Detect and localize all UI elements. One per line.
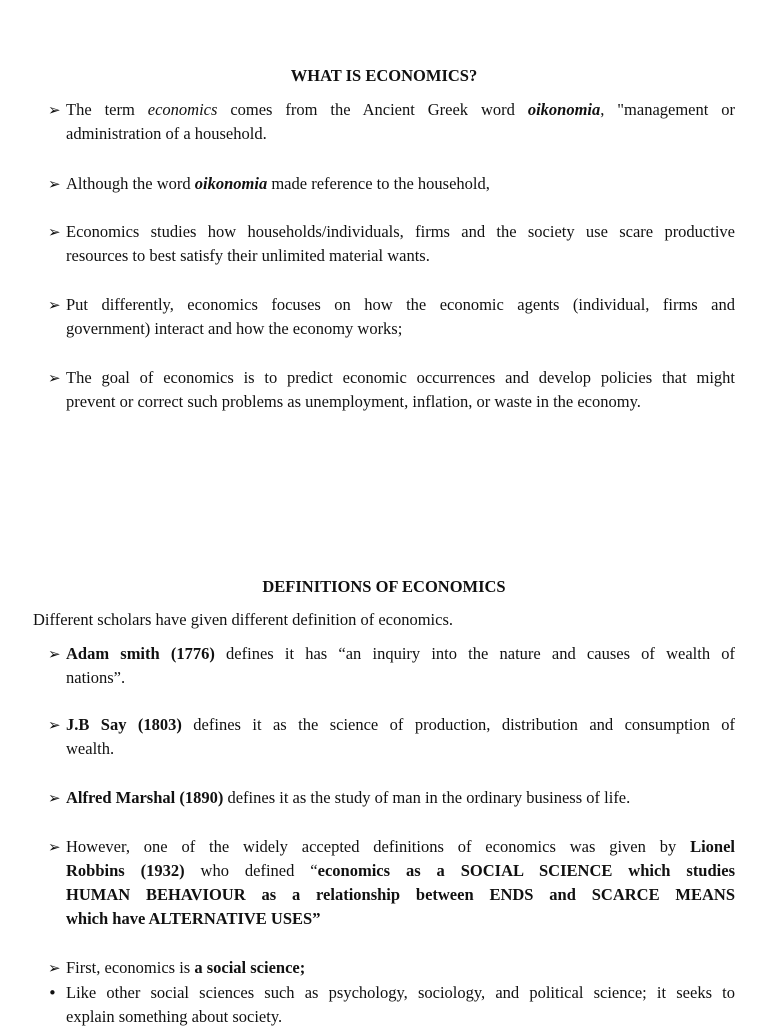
- s2-item-4-text: [66, 956, 735, 980]
- heading-definitions-of-economics: DEFINITIONS OF ECONOMICS: [262, 577, 506, 596]
- text-run: However, one of the widely accepted definitions of economics was given by: [66, 837, 691, 856]
- text-line: [66, 981, 735, 1005]
- text-run: economics: [147, 100, 218, 119]
- heading-what-is-economics: WHAT IS ECONOMICS?: [290, 66, 478, 85]
- text-run: First, economics is: [66, 958, 195, 977]
- s2-item-1-text: [66, 713, 735, 761]
- text-run: which have ALTERNATIVE USES”: [66, 909, 321, 928]
- text-run: Although the word: [66, 174, 195, 193]
- arrow-bullet-icon: ➢: [48, 223, 61, 241]
- arrow-bullet-icon: ➢: [48, 716, 61, 734]
- text-run: J.B Say (1803): [66, 715, 182, 734]
- arrow-bullet-icon: ➢: [48, 369, 61, 387]
- s1-item: [48, 172, 735, 196]
- text-run: Robbins (1932): [66, 861, 185, 880]
- text-line: [66, 642, 735, 666]
- s1-item: [48, 293, 735, 341]
- arrow-bullet-icon: ➢: [48, 789, 61, 807]
- text-line: [66, 390, 735, 414]
- text-line: [66, 666, 735, 690]
- s2-dot-item-text: [66, 981, 735, 1029]
- text-run: a social science;: [194, 958, 306, 977]
- text-line: [66, 244, 735, 268]
- s1-item-0-text: [66, 98, 735, 146]
- s1-item-2-text: [66, 220, 735, 268]
- s2-item-3-text: [66, 835, 735, 931]
- s1-item-4-text: [66, 366, 735, 414]
- arrow-bullet-icon: ➢: [48, 838, 61, 856]
- text-line: [66, 1005, 735, 1029]
- text-line: [66, 786, 735, 810]
- s2-item: [48, 786, 735, 810]
- text-run: economics as a SOCIAL SCIENCE which studies: [317, 861, 735, 880]
- s1-item: [48, 366, 735, 414]
- text-run: Adam smith (1776): [66, 644, 215, 663]
- s2-item: [48, 956, 735, 980]
- arrow-bullet-icon: ➢: [48, 101, 61, 119]
- text-line: [66, 122, 735, 146]
- text-line: [66, 220, 735, 244]
- text-line: [66, 737, 735, 761]
- text-run: HUMAN BEHAVIOUR as a relationship between ENDS and SCARCE MEANS: [66, 885, 735, 904]
- s1-item-1-text: [66, 172, 735, 196]
- text-run: comes from the Ancient Greek word: [217, 100, 528, 119]
- text-run: administration of a household.: [66, 124, 267, 143]
- text-run: who defined “: [184, 861, 318, 880]
- arrow-bullet-icon: ➢: [48, 175, 61, 193]
- s2-item: [48, 835, 735, 931]
- text-run: Lionel: [690, 837, 735, 856]
- arrow-bullet-icon: ➢: [48, 959, 61, 977]
- arrow-bullet-icon: ➢: [48, 296, 61, 314]
- dot-bullet-icon: •: [48, 984, 57, 1002]
- text-run: prevent or correct such problems as unemployment, inflation, or waste in the economy.: [66, 392, 641, 411]
- text-run: wealth.: [66, 739, 115, 758]
- arrow-bullet-icon: ➢: [48, 645, 61, 663]
- s2-item: [48, 642, 735, 690]
- text-run: nations”.: [66, 668, 126, 687]
- text-run: resources to best satisfy their unlimited material wants.: [66, 246, 430, 265]
- text-run: made reference to the household,: [267, 174, 490, 193]
- text-run: The term: [66, 100, 148, 119]
- text-line: [66, 172, 735, 196]
- text-line: [66, 907, 735, 931]
- text-run: defines it has “an inquiry into the nature and causes of wealth of: [214, 644, 736, 663]
- text-line: [66, 98, 735, 122]
- text-run: , "management or: [600, 100, 736, 119]
- text-line: [66, 293, 735, 317]
- s2-item-2-text: [66, 786, 735, 810]
- text-run: government) interact and how the economy works;: [66, 319, 403, 338]
- text-line: [66, 883, 735, 907]
- text-line: [66, 835, 735, 859]
- text-line: [66, 956, 735, 980]
- s2-item: [48, 713, 735, 761]
- text-run: defines it as the study of man in the ordinary business of life.: [223, 788, 631, 807]
- text-line: [66, 366, 735, 390]
- text-run: defines it as the science of production, distribution and consumption of: [181, 715, 736, 734]
- text-run: explain something about society.: [66, 1007, 283, 1026]
- s1-item-3-text: [66, 293, 735, 341]
- text-run: Economics studies how households/individuals, firms and the society use scare productive: [66, 222, 735, 241]
- text-run: Put differently, economics focuses on how the economic agents (individual, firms and: [66, 295, 735, 314]
- s1-item: [48, 220, 735, 268]
- text-run: Alfred Marshal (1890): [66, 788, 224, 807]
- text-line: [66, 317, 735, 341]
- s2-item-0-text: [66, 642, 735, 690]
- s2-dot-item: [48, 981, 735, 1029]
- text-run: Like other social sciences such as psychology, sociology, and political science; it seeks to: [66, 983, 735, 1002]
- text-line: [66, 713, 735, 737]
- definitions-intro: Different scholars have given different definition of economics.: [33, 610, 454, 629]
- text-run: The goal of economics is to predict economic occurrences and develop policies that might: [66, 368, 735, 387]
- s1-item: [48, 98, 735, 146]
- text-line: [66, 859, 735, 883]
- text-run: oikonomia: [527, 100, 601, 119]
- text-run: oikonomia: [194, 174, 268, 193]
